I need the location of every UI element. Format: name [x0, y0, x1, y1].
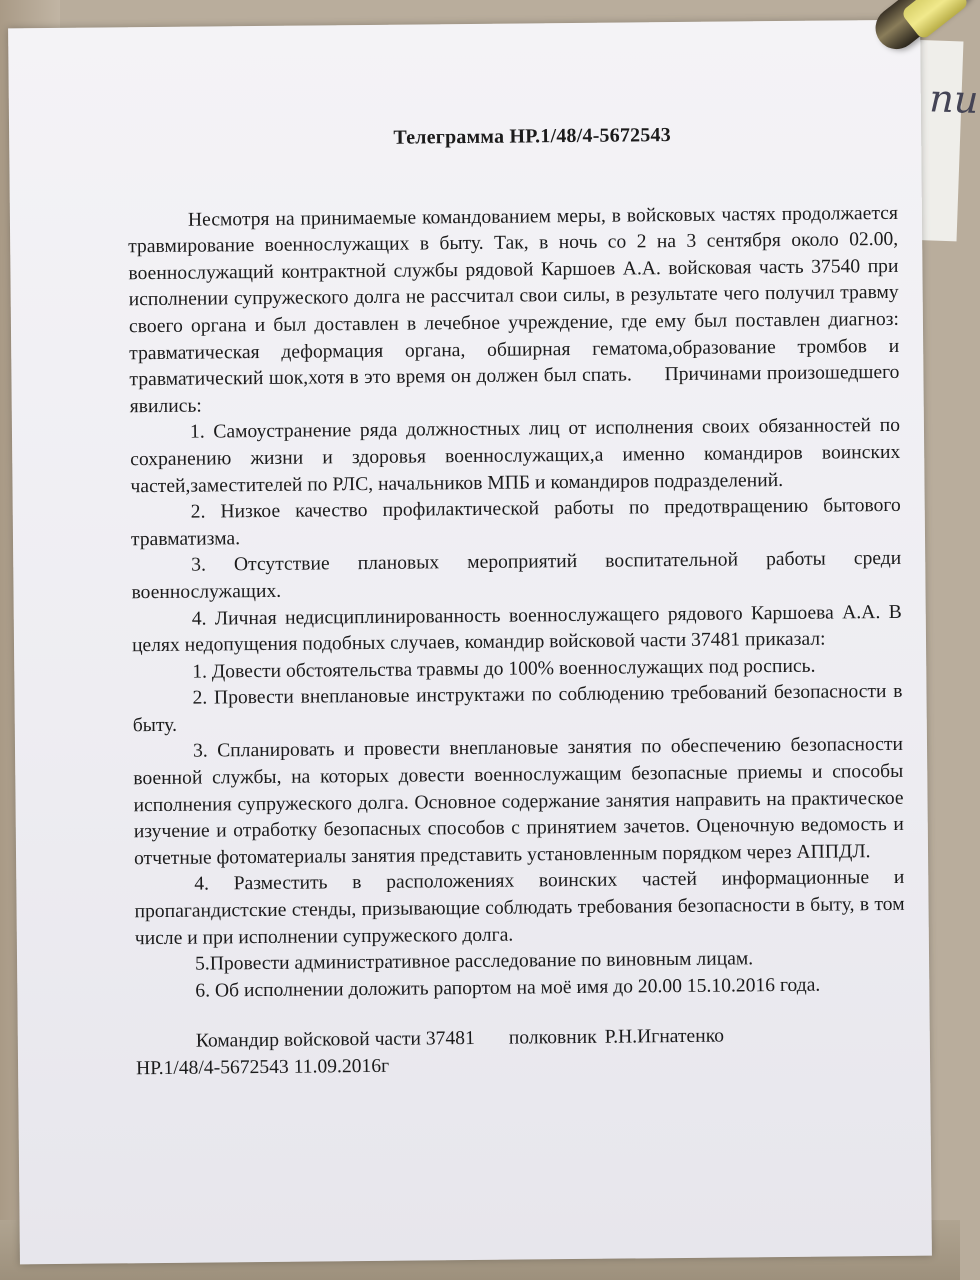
- signer-rank: полковник: [508, 1027, 597, 1050]
- cause-item: 3. Отсутствие плановых мероприятий воспитательной работы среди военнослужащих.: [131, 548, 902, 604]
- signer-position: Командир войсковой части 37481: [195, 1028, 475, 1053]
- order-item: 6. Об исполнении доложить рапортом на моё имя до 20.00 15.10.2016 года.: [195, 974, 821, 1002]
- intro-text: Несмотря на принимаемые командованием меры, в войсковых частях продолжается травмирование военнослужащих в быту. Так, в ночь со 2 на 3 сентября около 02.00, военнослужащий контрактной службы рядовой Каршоев А.А. войсковая часть 37540 при исполнении супружеского долга не рассчитал свои силы, в результате чего получил травму своего органа и был доставлен в лечебное учреждение, где ему был поставлен диагноз: травматическая деформация органа, обширная гематома,образование тромбов и травматический шок,хотя в это время он должен был спать.: [128, 202, 900, 391]
- signer-name: Р.Н.Игнатенко: [604, 1025, 725, 1049]
- intro-paragraph: [128, 200, 900, 420]
- cause-item: 4. Личная недисциплинированность военнослужащего рядового Каршоева А.А. В целях недопущения подобных случаев, командир войсковой части 37481 приказал:: [131, 601, 902, 657]
- order-item: 3. Спланировать и провести внеплановые занятия по обеспечению безопасности военной службы, на которых довести военнослужащим безопасные приемы и способы исполнения супружеского долга. Основное содержание занятия направить на практическое изучение и отработку безопасных способов с принятием зачетов. Оценочную ведомость и отчетные фотоматериалы занятия представить установленным порядком через АППДЛ.: [133, 734, 904, 870]
- cause-item: 1. Самоустранение ряда должностных лиц от исполнения своих обязанностей по сохранению жизни и здоровья военнослужащих,а именно командиров воинских частей,заместителей по РЛС, начальников МПБ и командиров подразделений.: [130, 415, 901, 497]
- document-title: Телеграмма НР.1/48/4-5672543: [393, 124, 671, 149]
- causes-intro: Причинами произошедшего явились:: [129, 362, 900, 418]
- order-item: 5.Провести административное расследование по виновным лицам.: [194, 948, 754, 975]
- handwritten-scrawl: пи: [928, 76, 980, 122]
- document-body: [127, 120, 906, 1083]
- document-sheet: [8, 20, 932, 1265]
- order-item: 4. Разместить в расположениях воинских частей информационные и пропагандистские стенды, призывающие соблюдать требования безопасности в быту, в том числе и при исполнении супружеского долга.: [134, 867, 905, 949]
- document-reference: НР.1/48/4-5672543 11.09.2016г: [135, 1055, 390, 1080]
- order-item: 1. Довести обстоятельства травмы до 100% военнослужащих под роспись.: [192, 655, 816, 683]
- cause-item: 2. Низкое качество профилактической работы по предотвращению бытового травматизма.: [130, 494, 901, 550]
- order-item: 2. Провести внеплановые инструктажи по соблюдению требований безопасности в быту.: [132, 681, 903, 737]
